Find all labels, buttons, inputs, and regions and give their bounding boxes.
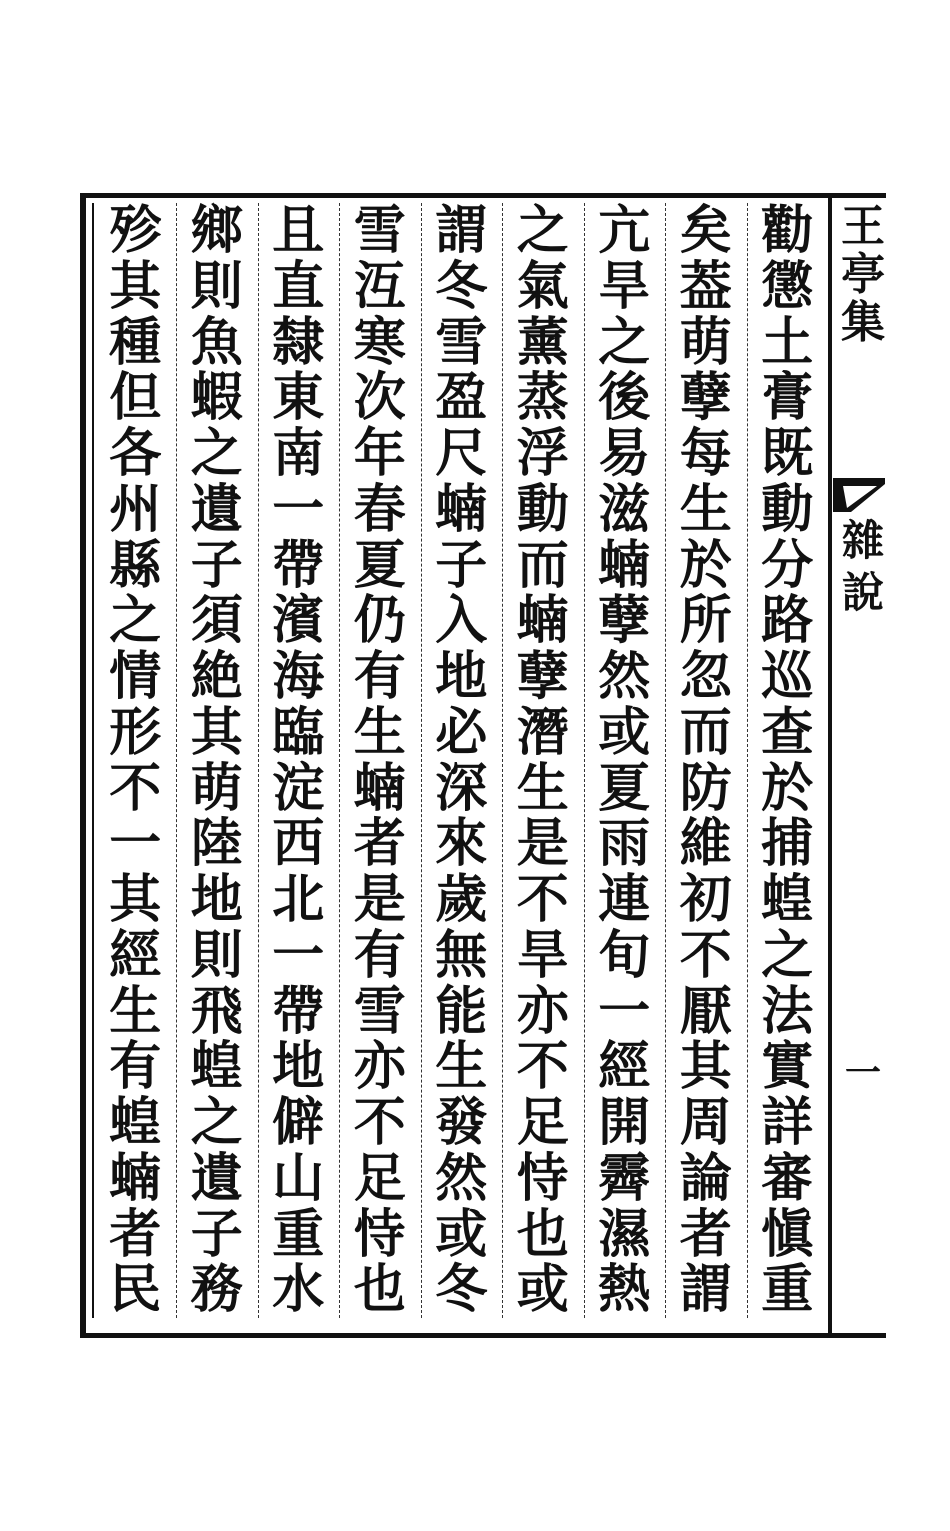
text-char: 法 <box>761 980 814 1042</box>
text-char: 謂 <box>435 200 488 261</box>
text-char: 連 <box>598 869 651 930</box>
text-column <box>344 200 416 1321</box>
text-char: 冬 <box>435 255 488 317</box>
text-column <box>425 200 497 1321</box>
text-char: 開 <box>598 1092 651 1153</box>
text-char: 夏 <box>353 534 406 596</box>
text-char: 寒 <box>353 311 406 373</box>
text-char: 蝗 <box>761 869 814 930</box>
text-char: 之 <box>516 200 569 261</box>
section-title <box>840 516 886 624</box>
text-char: 霽 <box>598 1147 651 1209</box>
text-char: 恃 <box>516 1147 569 1209</box>
text-char: 之 <box>598 311 651 373</box>
text-column <box>588 200 660 1321</box>
text-char: 其 <box>109 869 162 930</box>
text-char: 淀 <box>272 757 325 819</box>
text-char: 盈 <box>435 367 488 429</box>
text-char: 各 <box>109 423 162 484</box>
text-char: 愼 <box>761 1203 814 1265</box>
text-char: 蝻 <box>109 1147 162 1209</box>
text-column <box>262 200 334 1321</box>
text-char: 遺 <box>190 478 243 540</box>
text-char: 僻 <box>272 1092 325 1153</box>
page-number: 一 <box>845 1052 882 1094</box>
text-char: 遺 <box>190 1147 243 1209</box>
text-char: 飛 <box>190 980 243 1042</box>
text-char: 鄉 <box>190 200 243 261</box>
text-char: 或 <box>516 1259 569 1321</box>
text-char: 旬 <box>598 924 651 986</box>
text-char: 勸 <box>761 200 814 261</box>
text-char: 之 <box>109 590 162 652</box>
column-divider <box>747 203 748 1318</box>
text-char: 帶 <box>272 980 325 1042</box>
text-char: 且 <box>272 200 325 261</box>
text-char: 發 <box>435 1092 488 1153</box>
text-char: 能 <box>435 980 488 1042</box>
text-char: 有 <box>353 924 406 986</box>
text-char: 捕 <box>761 813 814 875</box>
text-char: 所 <box>679 590 732 652</box>
text-char: 而 <box>516 534 569 596</box>
text-char: 動 <box>516 478 569 540</box>
text-char: 州 <box>109 478 162 540</box>
text-char: 水 <box>272 1259 325 1321</box>
text-char: 詳 <box>761 1092 814 1153</box>
text-char: 一 <box>109 813 162 875</box>
text-char: 則 <box>190 924 243 986</box>
text-column <box>181 200 253 1321</box>
text-char: 亦 <box>353 1036 406 1098</box>
text-char: 不 <box>353 1092 406 1153</box>
text-char: 巡 <box>761 646 814 707</box>
text-char: 必 <box>435 701 488 763</box>
text-char: 生 <box>516 757 569 819</box>
text-char: 須 <box>190 590 243 652</box>
text-char: 維 <box>679 813 732 875</box>
text-char: 子 <box>190 1203 243 1265</box>
text-char: 絶 <box>190 646 243 707</box>
text-char: 土 <box>761 311 814 373</box>
text-column <box>507 200 579 1321</box>
frame-inner-border <box>92 203 94 1318</box>
text-char: 隸 <box>272 311 325 373</box>
text-char: 熱 <box>598 1259 651 1321</box>
text-char: 魚 <box>190 311 243 373</box>
text-char: 亦 <box>516 980 569 1042</box>
text-char: 然 <box>435 1147 488 1209</box>
text-char: 臨 <box>272 701 325 763</box>
text-char: 經 <box>109 924 162 986</box>
column-divider <box>421 203 422 1318</box>
text-char: 雪 <box>353 200 406 261</box>
text-char: 既 <box>761 423 814 484</box>
text-char: 審 <box>761 1147 814 1209</box>
text-char: 足 <box>516 1092 569 1153</box>
text-char: 每 <box>679 423 732 484</box>
text-char: 有 <box>109 1036 162 1098</box>
text-char: 生 <box>109 980 162 1042</box>
column-divider <box>665 203 666 1318</box>
book-title <box>840 201 886 349</box>
text-char: 種 <box>109 311 162 373</box>
section-title-char: 雜 <box>841 516 884 565</box>
text-char: 蝗 <box>109 1092 162 1153</box>
text-char: 忽 <box>679 646 732 707</box>
text-char: 西 <box>272 813 325 875</box>
text-char: 但 <box>109 367 162 429</box>
text-char: 周 <box>679 1092 732 1153</box>
margin-strip <box>828 193 886 1338</box>
text-char: 冬 <box>435 1259 488 1321</box>
book-title-char: 亭 <box>841 249 885 300</box>
text-column <box>670 200 742 1321</box>
text-char: 蝦 <box>190 367 243 429</box>
text-char: 葢 <box>679 255 732 317</box>
text-char: 形 <box>109 701 162 763</box>
column-divider <box>176 203 177 1318</box>
text-char: 查 <box>761 701 814 763</box>
text-char: 於 <box>679 534 732 596</box>
text-char: 地 <box>272 1036 325 1098</box>
column-divider <box>258 203 259 1318</box>
text-char: 子 <box>435 534 488 596</box>
text-char: 夏 <box>598 757 651 819</box>
text-char: 殄 <box>109 200 162 261</box>
text-char: 則 <box>190 255 243 317</box>
text-char: 雪 <box>435 311 488 373</box>
text-char: 海 <box>272 646 325 707</box>
text-column <box>99 200 171 1321</box>
text-char: 亢 <box>598 200 651 261</box>
text-char: 蝻 <box>353 757 406 819</box>
text-char: 重 <box>272 1203 325 1265</box>
text-char: 防 <box>679 757 732 819</box>
text-char: 蝻 <box>516 590 569 652</box>
text-char: 是 <box>353 869 406 930</box>
text-char: 來 <box>435 813 488 875</box>
text-char: 蝻 <box>435 478 488 540</box>
text-char: 經 <box>598 1036 651 1098</box>
text-char: 謂 <box>679 1259 732 1321</box>
fishtail-mark-icon <box>833 478 885 512</box>
text-char: 易 <box>598 423 651 484</box>
column-divider <box>502 203 503 1318</box>
text-char: 之 <box>190 1092 243 1153</box>
text-char: 後 <box>598 367 651 429</box>
text-char: 之 <box>190 423 243 484</box>
text-char: 初 <box>679 869 732 930</box>
text-char: 或 <box>598 701 651 763</box>
text-char: 之 <box>761 924 814 986</box>
text-char: 動 <box>761 478 814 540</box>
text-char: 陸 <box>190 813 243 875</box>
text-char: 而 <box>679 701 732 763</box>
column-divider <box>584 203 585 1318</box>
section-title-char: 說 <box>841 568 884 617</box>
text-char: 旱 <box>598 255 651 317</box>
text-char: 生 <box>435 1036 488 1098</box>
text-char: 旱 <box>516 924 569 986</box>
text-char: 次 <box>353 367 406 429</box>
text-char: 有 <box>353 646 406 707</box>
text-char: 雨 <box>598 813 651 875</box>
text-char: 不 <box>516 1036 569 1098</box>
text-char: 實 <box>761 1036 814 1098</box>
text-char: 生 <box>679 478 732 540</box>
text-char: 孽 <box>516 646 569 707</box>
text-char: 尺 <box>435 423 488 484</box>
text-char: 深 <box>435 757 488 819</box>
text-char: 於 <box>761 757 814 819</box>
text-char: 蝻 <box>598 534 651 596</box>
text-char: 直 <box>272 255 325 317</box>
text-char: 北 <box>272 869 325 930</box>
book-title-char: 集 <box>841 297 885 348</box>
text-char: 民 <box>109 1259 162 1321</box>
text-char: 然 <box>598 646 651 707</box>
text-char: 路 <box>761 590 814 652</box>
text-char: 滋 <box>598 478 651 540</box>
text-char: 雪 <box>353 980 406 1042</box>
text-char: 南 <box>272 423 325 484</box>
text-char: 務 <box>190 1259 243 1321</box>
text-char: 厭 <box>679 980 732 1042</box>
text-char: 入 <box>435 590 488 652</box>
text-char: 東 <box>272 367 325 429</box>
text-char: 恃 <box>353 1203 406 1265</box>
text-char: 不 <box>679 924 732 986</box>
text-char: 孽 <box>598 590 651 652</box>
text-char: 足 <box>353 1147 406 1209</box>
text-char: 濱 <box>272 590 325 652</box>
book-title-char: 王 <box>841 201 885 252</box>
text-char: 仍 <box>353 590 406 652</box>
text-char: 春 <box>353 478 406 540</box>
text-char: 者 <box>109 1203 162 1265</box>
text-char: 蒸 <box>516 367 569 429</box>
text-char: 一 <box>272 924 325 986</box>
text-char: 萌 <box>190 757 243 819</box>
text-char: 歲 <box>435 869 488 930</box>
text-char: 一 <box>598 980 651 1042</box>
text-char: 是 <box>516 813 569 875</box>
text-char: 子 <box>190 534 243 596</box>
text-char: 其 <box>190 701 243 763</box>
text-char: 沍 <box>353 255 406 317</box>
text-char: 不 <box>516 869 569 930</box>
text-char: 或 <box>435 1203 488 1265</box>
text-char: 其 <box>679 1036 732 1098</box>
text-char: 情 <box>109 646 162 707</box>
text-char: 不 <box>109 757 162 819</box>
text-char: 蝗 <box>190 1036 243 1098</box>
text-char: 萌 <box>679 311 732 373</box>
text-char: 矣 <box>679 200 732 261</box>
text-char: 重 <box>761 1259 814 1321</box>
text-char: 濕 <box>598 1203 651 1265</box>
text-char: 懲 <box>761 255 814 317</box>
text-char: 也 <box>353 1259 406 1321</box>
text-char: 潛 <box>516 701 569 763</box>
text-char: 薰 <box>516 311 569 373</box>
text-char: 生 <box>353 701 406 763</box>
text-char: 其 <box>109 255 162 317</box>
text-char: 帶 <box>272 534 325 596</box>
text-char: 山 <box>272 1147 325 1209</box>
text-char: 孽 <box>679 367 732 429</box>
text-char: 論 <box>679 1147 732 1209</box>
text-char: 也 <box>516 1203 569 1265</box>
text-char: 無 <box>435 924 488 986</box>
text-char: 地 <box>435 646 488 707</box>
text-column <box>751 200 823 1321</box>
text-char: 一 <box>272 478 325 540</box>
text-char: 者 <box>353 813 406 875</box>
text-char: 地 <box>190 869 243 930</box>
column-divider <box>339 203 340 1318</box>
text-char: 氣 <box>516 255 569 317</box>
text-char: 膏 <box>761 367 814 429</box>
text-char: 分 <box>761 534 814 596</box>
text-char: 年 <box>353 423 406 484</box>
text-char: 者 <box>679 1203 732 1265</box>
text-char: 浮 <box>516 423 569 484</box>
text-char: 縣 <box>109 534 162 596</box>
